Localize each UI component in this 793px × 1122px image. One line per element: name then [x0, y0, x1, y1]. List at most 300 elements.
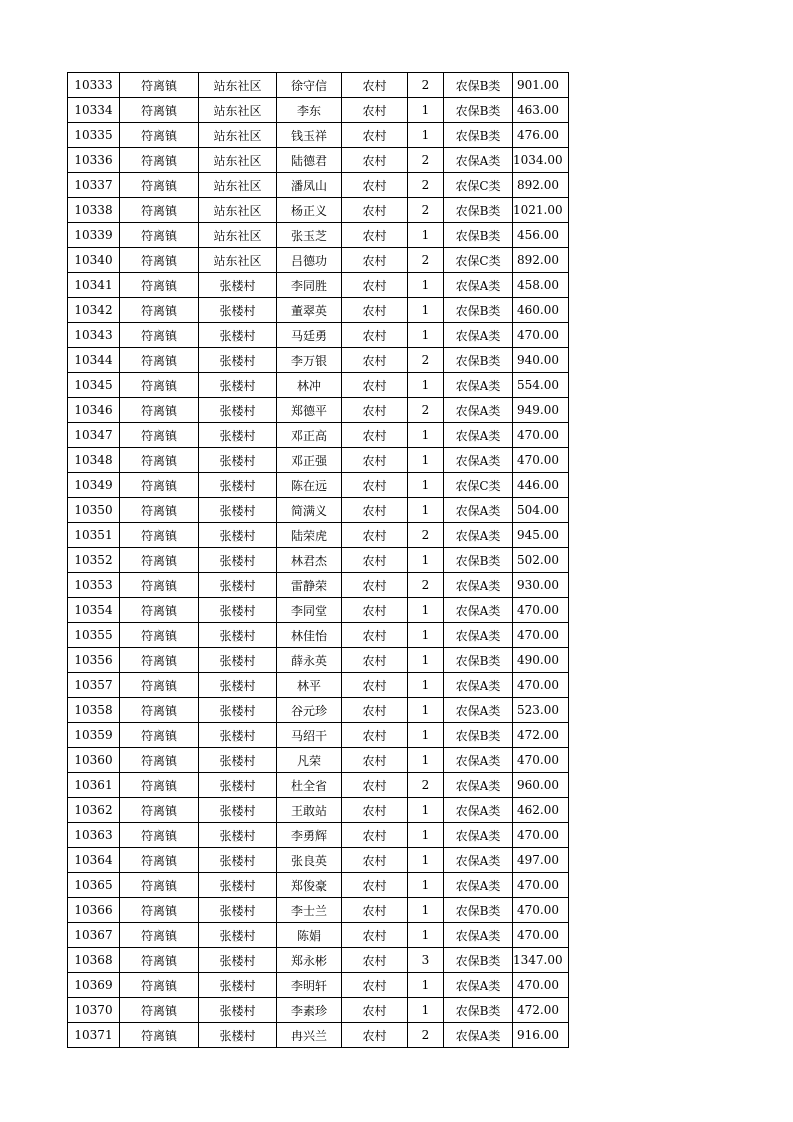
person-count-cell: 1 [408, 373, 444, 398]
household-type-cell: 农村 [342, 798, 408, 823]
town-cell: 符离镇 [120, 623, 199, 648]
name-cell: 潘凤山 [277, 173, 342, 198]
household-type-cell: 农村 [342, 223, 408, 248]
record-id-cell: 10340 [68, 248, 120, 273]
name-cell: 李明轩 [277, 973, 342, 998]
amount-cell: 470.00 [513, 923, 569, 948]
person-count-cell: 1 [408, 973, 444, 998]
household-type-cell: 农村 [342, 498, 408, 523]
village-cell: 张楼村 [199, 748, 277, 773]
insurance-category-cell: 农保A类 [444, 273, 513, 298]
town-cell: 符离镇 [120, 648, 199, 673]
household-type-cell: 农村 [342, 548, 408, 573]
name-cell: 陈娟 [277, 923, 342, 948]
town-cell: 符离镇 [120, 673, 199, 698]
name-cell: 郑德平 [277, 398, 342, 423]
amount-cell: 470.00 [513, 873, 569, 898]
person-count-cell: 1 [408, 448, 444, 473]
amount-cell: 456.00 [513, 223, 569, 248]
insurance-category-cell: 农保B类 [444, 123, 513, 148]
name-cell: 杨正义 [277, 198, 342, 223]
town-cell: 符离镇 [120, 748, 199, 773]
village-cell: 站东社区 [199, 123, 277, 148]
name-cell: 李同堂 [277, 598, 342, 623]
town-cell: 符离镇 [120, 873, 199, 898]
table-body [68, 73, 569, 1048]
household-type-cell: 农村 [342, 823, 408, 848]
record-id-cell: 10336 [68, 148, 120, 173]
village-cell: 张楼村 [199, 623, 277, 648]
village-cell: 张楼村 [199, 998, 277, 1023]
name-cell: 王敢站 [277, 798, 342, 823]
town-cell: 符离镇 [120, 523, 199, 548]
amount-cell: 949.00 [513, 398, 569, 423]
town-cell: 符离镇 [120, 498, 199, 523]
town-cell: 符离镇 [120, 848, 199, 873]
village-cell: 站东社区 [199, 173, 277, 198]
household-type-cell: 农村 [342, 948, 408, 973]
amount-cell: 470.00 [513, 823, 569, 848]
record-id-cell: 10364 [68, 848, 120, 873]
record-id-cell: 10350 [68, 498, 120, 523]
table-row [68, 123, 569, 148]
person-count-cell: 1 [408, 748, 444, 773]
town-cell: 符离镇 [120, 173, 199, 198]
household-type-cell: 农村 [342, 1023, 408, 1048]
name-cell: 郑永彬 [277, 948, 342, 973]
amount-cell: 502.00 [513, 548, 569, 573]
insurance-category-cell: 农保A类 [444, 873, 513, 898]
household-type-cell: 农村 [342, 923, 408, 948]
village-cell: 张楼村 [199, 473, 277, 498]
name-cell: 杜全省 [277, 773, 342, 798]
insurance-category-cell: 农保B类 [444, 898, 513, 923]
insurance-category-cell: 农保B类 [444, 98, 513, 123]
insurance-category-cell: 农保A类 [444, 848, 513, 873]
name-cell: 李东 [277, 98, 342, 123]
insurance-category-cell: 农保A类 [444, 448, 513, 473]
town-cell: 符离镇 [120, 98, 199, 123]
village-cell: 张楼村 [199, 323, 277, 348]
table-row [68, 398, 569, 423]
town-cell: 符离镇 [120, 723, 199, 748]
table-row [68, 773, 569, 798]
town-cell: 符离镇 [120, 148, 199, 173]
town-cell: 符离镇 [120, 398, 199, 423]
person-count-cell: 2 [408, 398, 444, 423]
household-type-cell: 农村 [342, 398, 408, 423]
table-row [68, 498, 569, 523]
insurance-category-cell: 农保A类 [444, 923, 513, 948]
amount-cell: 1347.00 [513, 948, 569, 973]
household-type-cell: 农村 [342, 623, 408, 648]
amount-cell: 470.00 [513, 973, 569, 998]
name-cell: 林冲 [277, 373, 342, 398]
record-id-cell: 10355 [68, 623, 120, 648]
household-type-cell: 农村 [342, 748, 408, 773]
person-count-cell: 2 [408, 348, 444, 373]
amount-cell: 892.00 [513, 173, 569, 198]
amount-cell: 554.00 [513, 373, 569, 398]
insurance-category-cell: 农保B类 [444, 298, 513, 323]
person-count-cell: 1 [408, 723, 444, 748]
town-cell: 符离镇 [120, 923, 199, 948]
table-row [68, 348, 569, 373]
amount-cell: 472.00 [513, 723, 569, 748]
amount-cell: 892.00 [513, 248, 569, 273]
table-row [68, 423, 569, 448]
village-cell: 张楼村 [199, 923, 277, 948]
household-type-cell: 农村 [342, 673, 408, 698]
insurance-category-cell: 农保B类 [444, 548, 513, 573]
amount-cell: 1021.00 [513, 198, 569, 223]
amount-cell: 490.00 [513, 648, 569, 673]
amount-cell: 470.00 [513, 898, 569, 923]
table-row [68, 873, 569, 898]
town-cell: 符离镇 [120, 273, 199, 298]
village-cell: 张楼村 [199, 548, 277, 573]
record-id-cell: 10333 [68, 73, 120, 98]
person-count-cell: 2 [408, 248, 444, 273]
village-cell: 张楼村 [199, 773, 277, 798]
table-row [68, 248, 569, 273]
name-cell: 雷静荣 [277, 573, 342, 598]
person-count-cell: 2 [408, 198, 444, 223]
village-cell: 站东社区 [199, 148, 277, 173]
amount-cell: 945.00 [513, 523, 569, 548]
insurance-category-cell: 农保A类 [444, 823, 513, 848]
person-count-cell: 1 [408, 498, 444, 523]
record-id-cell: 10369 [68, 973, 120, 998]
record-id-cell: 10348 [68, 448, 120, 473]
household-type-cell: 农村 [342, 298, 408, 323]
amount-cell: 470.00 [513, 748, 569, 773]
town-cell: 符离镇 [120, 348, 199, 373]
insurance-category-cell: 农保A类 [444, 523, 513, 548]
table-row [68, 623, 569, 648]
household-type-cell: 农村 [342, 198, 408, 223]
person-count-cell: 2 [408, 523, 444, 548]
record-id-cell: 10346 [68, 398, 120, 423]
record-id-cell: 10339 [68, 223, 120, 248]
record-id-cell: 10341 [68, 273, 120, 298]
person-count-cell: 1 [408, 548, 444, 573]
table-row [68, 98, 569, 123]
record-id-cell: 10370 [68, 998, 120, 1023]
insurance-category-cell: 农保A类 [444, 698, 513, 723]
amount-cell: 476.00 [513, 123, 569, 148]
name-cell: 李士兰 [277, 898, 342, 923]
table-row [68, 848, 569, 873]
table-row [68, 698, 569, 723]
amount-cell: 472.00 [513, 998, 569, 1023]
welfare-table [67, 72, 569, 1048]
insurance-category-cell: 农保A类 [444, 498, 513, 523]
village-cell: 张楼村 [199, 948, 277, 973]
table-row [68, 748, 569, 773]
amount-cell: 930.00 [513, 573, 569, 598]
insurance-category-cell: 农保A类 [444, 148, 513, 173]
table-row [68, 273, 569, 298]
household-type-cell: 农村 [342, 523, 408, 548]
name-cell: 邓正强 [277, 448, 342, 473]
insurance-category-cell: 农保B类 [444, 223, 513, 248]
household-type-cell: 农村 [342, 148, 408, 173]
table-row [68, 823, 569, 848]
insurance-category-cell: 农保B类 [444, 73, 513, 98]
household-type-cell: 农村 [342, 348, 408, 373]
insurance-category-cell: 农保A类 [444, 673, 513, 698]
town-cell: 符离镇 [120, 298, 199, 323]
amount-cell: 504.00 [513, 498, 569, 523]
insurance-category-cell: 农保A类 [444, 573, 513, 598]
village-cell: 张楼村 [199, 698, 277, 723]
village-cell: 张楼村 [199, 298, 277, 323]
town-cell: 符离镇 [120, 373, 199, 398]
household-type-cell: 农村 [342, 723, 408, 748]
person-count-cell: 1 [408, 923, 444, 948]
household-type-cell: 农村 [342, 373, 408, 398]
record-id-cell: 10361 [68, 773, 120, 798]
name-cell: 简满义 [277, 498, 342, 523]
household-type-cell: 农村 [342, 98, 408, 123]
amount-cell: 458.00 [513, 273, 569, 298]
name-cell: 林平 [277, 673, 342, 698]
town-cell: 符离镇 [120, 1023, 199, 1048]
name-cell: 徐守信 [277, 73, 342, 98]
name-cell: 陈在远 [277, 473, 342, 498]
town-cell: 符离镇 [120, 323, 199, 348]
household-type-cell: 农村 [342, 173, 408, 198]
person-count-cell: 1 [408, 298, 444, 323]
person-count-cell: 2 [408, 573, 444, 598]
person-count-cell: 2 [408, 1023, 444, 1048]
household-type-cell: 农村 [342, 973, 408, 998]
name-cell: 张玉芝 [277, 223, 342, 248]
amount-cell: 940.00 [513, 348, 569, 373]
table-row [68, 723, 569, 748]
town-cell: 符离镇 [120, 948, 199, 973]
amount-cell: 960.00 [513, 773, 569, 798]
person-count-cell: 1 [408, 698, 444, 723]
village-cell: 张楼村 [199, 523, 277, 548]
record-id-cell: 10349 [68, 473, 120, 498]
household-type-cell: 农村 [342, 848, 408, 873]
record-id-cell: 10366 [68, 898, 120, 923]
record-id-cell: 10351 [68, 523, 120, 548]
household-type-cell: 农村 [342, 873, 408, 898]
name-cell: 谷元珍 [277, 698, 342, 723]
town-cell: 符离镇 [120, 973, 199, 998]
village-cell: 张楼村 [199, 1023, 277, 1048]
village-cell: 站东社区 [199, 248, 277, 273]
person-count-cell: 1 [408, 798, 444, 823]
village-cell: 站东社区 [199, 98, 277, 123]
village-cell: 张楼村 [199, 848, 277, 873]
amount-cell: 462.00 [513, 798, 569, 823]
town-cell: 符离镇 [120, 573, 199, 598]
town-cell: 符离镇 [120, 823, 199, 848]
village-cell: 张楼村 [199, 273, 277, 298]
insurance-category-cell: 农保B类 [444, 198, 513, 223]
record-id-cell: 10337 [68, 173, 120, 198]
table-row [68, 373, 569, 398]
name-cell: 李素珍 [277, 998, 342, 1023]
amount-cell: 470.00 [513, 598, 569, 623]
record-id-cell: 10334 [68, 98, 120, 123]
record-id-cell: 10335 [68, 123, 120, 148]
amount-cell: 446.00 [513, 473, 569, 498]
table-row [68, 173, 569, 198]
insurance-category-cell: 农保B类 [444, 948, 513, 973]
town-cell: 符离镇 [120, 598, 199, 623]
table-row [68, 798, 569, 823]
amount-cell: 523.00 [513, 698, 569, 723]
household-type-cell: 农村 [342, 698, 408, 723]
amount-cell: 470.00 [513, 673, 569, 698]
record-id-cell: 10343 [68, 323, 120, 348]
person-count-cell: 1 [408, 598, 444, 623]
insurance-category-cell: 农保C类 [444, 173, 513, 198]
record-id-cell: 10357 [68, 673, 120, 698]
insurance-category-cell: 农保A类 [444, 623, 513, 648]
household-type-cell: 农村 [342, 273, 408, 298]
record-id-cell: 10365 [68, 873, 120, 898]
record-id-cell: 10368 [68, 948, 120, 973]
table-row [68, 148, 569, 173]
town-cell: 符离镇 [120, 123, 199, 148]
record-id-cell: 10354 [68, 598, 120, 623]
town-cell: 符离镇 [120, 423, 199, 448]
record-id-cell: 10356 [68, 648, 120, 673]
record-id-cell: 10353 [68, 573, 120, 598]
village-cell: 站东社区 [199, 73, 277, 98]
person-count-cell: 1 [408, 998, 444, 1023]
insurance-category-cell: 农保A类 [444, 423, 513, 448]
record-id-cell: 10359 [68, 723, 120, 748]
insurance-category-cell: 农保C类 [444, 248, 513, 273]
name-cell: 马廷勇 [277, 323, 342, 348]
table-row [68, 598, 569, 623]
person-count-cell: 1 [408, 673, 444, 698]
name-cell: 马绍干 [277, 723, 342, 748]
village-cell: 张楼村 [199, 973, 277, 998]
insurance-category-cell: 农保B类 [444, 648, 513, 673]
record-id-cell: 10363 [68, 823, 120, 848]
table-row [68, 73, 569, 98]
town-cell: 符离镇 [120, 248, 199, 273]
village-cell: 张楼村 [199, 348, 277, 373]
record-id-cell: 10345 [68, 373, 120, 398]
name-cell: 林君杰 [277, 548, 342, 573]
person-count-cell: 1 [408, 873, 444, 898]
town-cell: 符离镇 [120, 473, 199, 498]
amount-cell: 497.00 [513, 848, 569, 873]
village-cell: 张楼村 [199, 873, 277, 898]
insurance-category-cell: 农保B类 [444, 723, 513, 748]
table-row [68, 473, 569, 498]
person-count-cell: 1 [408, 223, 444, 248]
village-cell: 张楼村 [199, 398, 277, 423]
town-cell: 符离镇 [120, 898, 199, 923]
household-type-cell: 农村 [342, 998, 408, 1023]
name-cell: 陆荣虎 [277, 523, 342, 548]
village-cell: 张楼村 [199, 723, 277, 748]
table-row [68, 573, 569, 598]
town-cell: 符离镇 [120, 73, 199, 98]
table-row [68, 198, 569, 223]
name-cell: 邓正高 [277, 423, 342, 448]
person-count-cell: 1 [408, 823, 444, 848]
village-cell: 张楼村 [199, 498, 277, 523]
town-cell: 符离镇 [120, 548, 199, 573]
table-row [68, 298, 569, 323]
amount-cell: 470.00 [513, 448, 569, 473]
table-row [68, 998, 569, 1023]
household-type-cell: 农村 [342, 423, 408, 448]
insurance-category-cell: 农保C类 [444, 473, 513, 498]
town-cell: 符离镇 [120, 198, 199, 223]
insurance-category-cell: 农保A类 [444, 973, 513, 998]
name-cell: 冉兴兰 [277, 1023, 342, 1048]
person-count-cell: 3 [408, 948, 444, 973]
amount-cell: 470.00 [513, 623, 569, 648]
person-count-cell: 1 [408, 423, 444, 448]
village-cell: 张楼村 [199, 373, 277, 398]
record-id-cell: 10347 [68, 423, 120, 448]
insurance-category-cell: 农保A类 [444, 1023, 513, 1048]
amount-cell: 460.00 [513, 298, 569, 323]
person-count-cell: 2 [408, 173, 444, 198]
household-type-cell: 农村 [342, 648, 408, 673]
village-cell: 站东社区 [199, 198, 277, 223]
amount-cell: 1034.00 [513, 148, 569, 173]
household-type-cell: 农村 [342, 573, 408, 598]
insurance-category-cell: 农保A类 [444, 598, 513, 623]
household-type-cell: 农村 [342, 248, 408, 273]
person-count-cell: 1 [408, 623, 444, 648]
person-count-cell: 1 [408, 323, 444, 348]
table-row [68, 673, 569, 698]
person-count-cell: 2 [408, 773, 444, 798]
name-cell: 林佳怡 [277, 623, 342, 648]
amount-cell: 463.00 [513, 98, 569, 123]
record-id-cell: 10362 [68, 798, 120, 823]
household-type-cell: 农村 [342, 773, 408, 798]
village-cell: 张楼村 [199, 898, 277, 923]
name-cell: 凡荣 [277, 748, 342, 773]
insurance-category-cell: 农保A类 [444, 748, 513, 773]
name-cell: 李同胜 [277, 273, 342, 298]
person-count-cell: 1 [408, 648, 444, 673]
insurance-category-cell: 农保A类 [444, 323, 513, 348]
village-cell: 站东社区 [199, 223, 277, 248]
town-cell: 符离镇 [120, 448, 199, 473]
village-cell: 张楼村 [199, 648, 277, 673]
household-type-cell: 农村 [342, 323, 408, 348]
insurance-category-cell: 农保A类 [444, 773, 513, 798]
household-type-cell: 农村 [342, 473, 408, 498]
household-type-cell: 农村 [342, 448, 408, 473]
person-count-cell: 1 [408, 123, 444, 148]
table-row [68, 923, 569, 948]
table-row [68, 448, 569, 473]
table-row [68, 523, 569, 548]
record-id-cell: 10342 [68, 298, 120, 323]
person-count-cell: 2 [408, 73, 444, 98]
table-row [68, 548, 569, 573]
table-row [68, 648, 569, 673]
